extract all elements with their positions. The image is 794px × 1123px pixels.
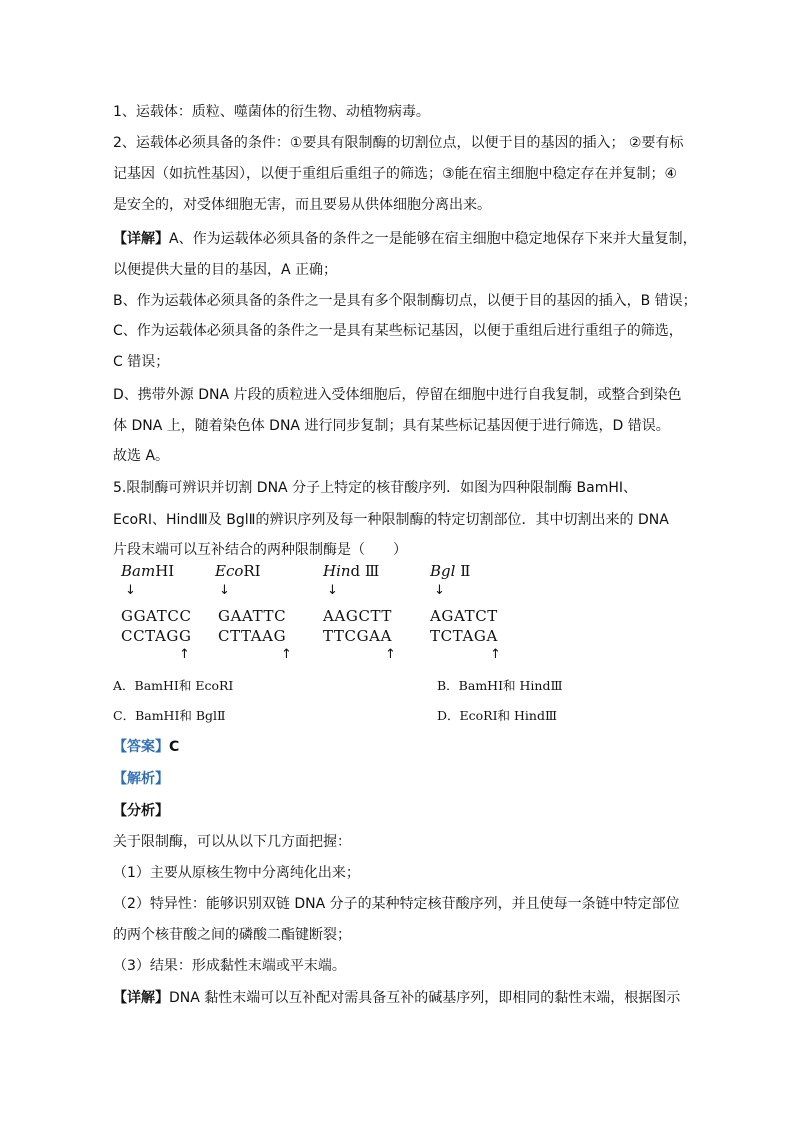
cut-arrow-down-icon: ↓ [327, 583, 338, 598]
enzyme-bamh1 [121, 562, 221, 662]
text-line-vector-conditions-1: 2、运载体必须具备的条件：①要具有限制酶的切割位点，以便于目的基因的插入； ②要有标 [113, 135, 684, 151]
analysis-point-2-line-2: 的两个核苷酸之间的磷酸二酯键断裂； [113, 927, 351, 943]
analysis-tag: 【解析】 [113, 771, 169, 787]
enzyme-bgl2 [430, 562, 530, 662]
detail-d-line-1: D、携带外源 DNA 片段的质粒进入受体细胞后，停留在细胞中进行自我复制，或整合到染色 [113, 387, 682, 403]
analysis-intro: 关于限制酶，可以从以下几方面把握： [113, 834, 351, 850]
cut-arrow-up-icon: ↑ [281, 647, 292, 662]
sequence-bottom: TCTAGA [430, 627, 498, 645]
detail-tag-2: 【详解】 [113, 990, 169, 1006]
fenxi-heading [113, 796, 683, 827]
analysis-heading [113, 764, 683, 795]
sequence-top: GAATTC [218, 607, 287, 625]
choose-answer-line: 故选 A。 [113, 448, 170, 464]
detail-b-line: B、作为运载体必须具备的条件之一是具有多个限制酶切点，以便于目的基因的插入，B 错误； [113, 293, 697, 309]
cut-arrow-down-icon: ↓ [125, 583, 136, 598]
question-5-line-2: EcoRⅠ、HindⅢ及 BglⅡ的辨识序列及每一种限制酶的特定切割部位．其中切割出来的 DNA [113, 512, 669, 528]
enzyme-hind3 [323, 562, 423, 662]
fenxi-tag: 【分析】 [113, 803, 169, 819]
cut-arrow-up-icon: ↑ [179, 647, 190, 662]
sequence-top: AAGCTT [323, 607, 393, 625]
answer-line [113, 732, 683, 763]
enzyme-name: EcoRⅠ [215, 562, 261, 580]
detail-a-line-1 [113, 224, 697, 255]
text-line-vector-types: 1、运载体：质粒、噬菌体的衍生物、动植物病毒。 [113, 104, 430, 120]
analysis-point-2-line-1: （2）特异性：能够识别双链 DNA 分子的某种特定核苷酸序列，并且使每一条链中特定部位 [113, 896, 680, 912]
sequence-bottom: TTCGAA [323, 627, 393, 645]
option-c[interactable]: C．BamHⅠ和 BglⅡ [113, 708, 226, 723]
sequence-bottom: CCTAGG [121, 627, 192, 645]
detail-d-line-2: 体 DNA 上，随着染色体 DNA 进行同步复制；具有某些标记基因便于进行筛选，D 错误。 [113, 418, 670, 434]
question-5-line-3: 片段末端可以互补结合的两种限制酶是（ ） [113, 542, 407, 558]
restriction-enzyme-figure [113, 562, 533, 672]
enzyme-name: BamHⅠ [121, 562, 175, 580]
enzyme-ecor1 [215, 562, 315, 662]
option-a[interactable]: A．BamHⅠ和 EcoRⅠ [113, 678, 234, 693]
detail-explanation-text: DNA 黏性末端可以互补配对需具备互补的碱基序列，即相同的黏性末端，根据图示 [169, 990, 681, 1006]
detail-a-line-2: 以便提供大量的目的基因，A 正确； [113, 262, 338, 278]
detail-a-text: A、作为运载体必须具备的条件之一是能够在宿主细胞中稳定地保存下来并大量复制， [169, 231, 697, 247]
answer-value: C [169, 739, 180, 755]
option-d[interactable]: D．EcoRⅠ和 HindⅢ [437, 708, 558, 723]
answer-tag: 【答案】 [113, 739, 169, 755]
sequence-top: GGATCC [121, 607, 192, 625]
text-line-vector-conditions-2: 记基因（如抗性基因），以便于重组后重组子的筛选；③能在宿主细胞中稳定存在并复制；④ [113, 166, 678, 182]
analysis-point-1: （1）主要从原核生物中分离纯化出来； [113, 865, 360, 881]
detail-explanation-line [113, 983, 683, 1014]
cut-arrow-up-icon: ↑ [385, 647, 396, 662]
enzyme-name: Hind Ⅲ [323, 562, 380, 580]
sequence-top: AGATCT [430, 607, 498, 625]
cut-arrow-up-icon: ↑ [490, 647, 501, 662]
option-b[interactable]: B．BamHⅠ和 HindⅢ [437, 678, 563, 693]
detail-tag: 【详解】 [113, 231, 169, 247]
question-5-line-1: 5.限制酶可辨识并切割 DNA 分子上特定的核苷酸序列．如图为四种限制酶 BamHⅠ、 [113, 480, 638, 496]
detail-c-line-2: C 错误； [113, 354, 170, 370]
enzyme-name: Bgl Ⅱ [430, 562, 471, 580]
sequence-bottom: CTTAAG [218, 627, 287, 645]
detail-c-line-1: C、作为运载体必须具备的条件之一是具有某些标记基因，以便于重组后进行重组子的筛选， [113, 323, 683, 339]
analysis-point-3: （3）结果：形成黏性末端或平末端。 [113, 958, 346, 974]
cut-arrow-down-icon: ↓ [219, 583, 230, 598]
cut-arrow-down-icon: ↓ [434, 583, 445, 598]
text-line-vector-conditions-3: 是安全的，对受体细胞无害，而且要易从供体细胞分离出来。 [113, 197, 491, 213]
